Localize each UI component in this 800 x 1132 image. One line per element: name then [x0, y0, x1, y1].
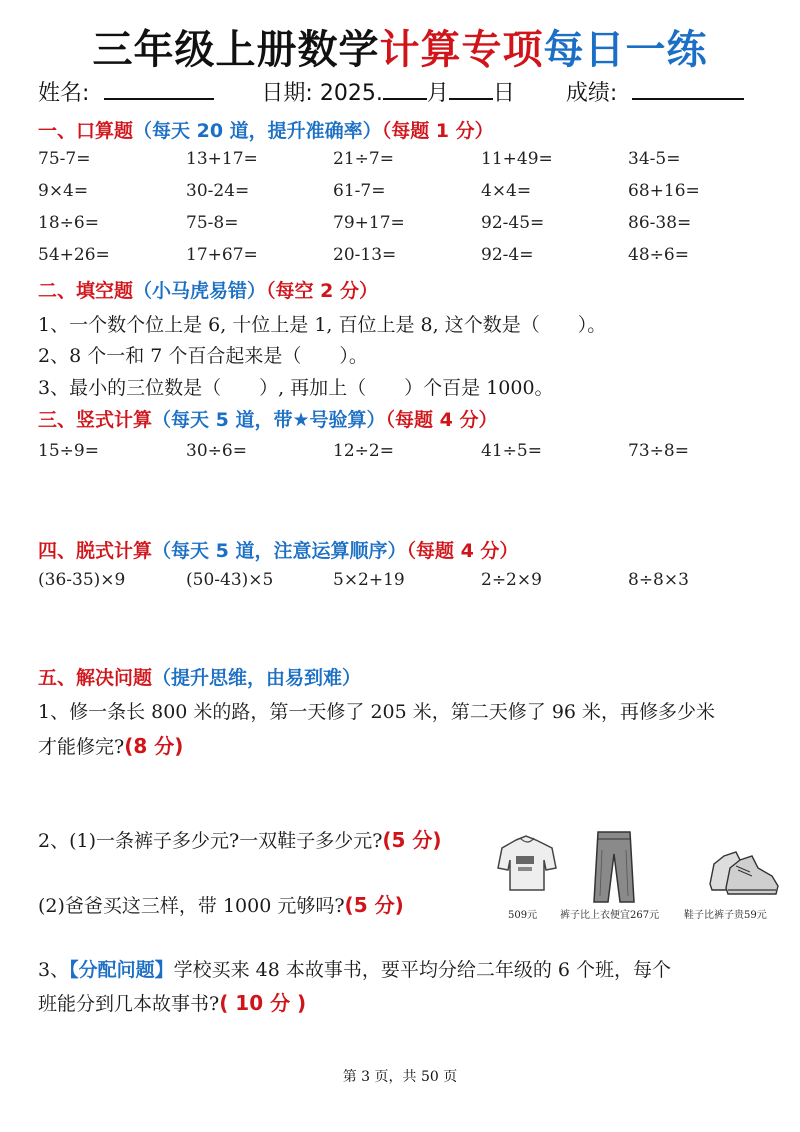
oral-calc-row — [0, 213, 800, 237]
oral-calc-item: 68+16= — [628, 181, 700, 201]
problem2-score-1: (5 分) — [382, 828, 442, 852]
title-part1: 三年级上册数学 — [92, 27, 380, 73]
section3-note: （每天 5 道，带★号验算） — [152, 409, 386, 431]
title-part3: 每日一练 — [543, 27, 708, 73]
month-blank[interactable] — [383, 78, 427, 100]
section4-num: 四、脱式计算 — [38, 540, 153, 562]
section1-heading — [38, 116, 494, 143]
section1-note: （每天 20 道，提升准确率） — [133, 120, 382, 142]
oral-calc-item: 21÷7= — [333, 149, 394, 169]
problem3-score: ( 10 分 ) — [219, 991, 307, 1015]
vertical-calc-item: 73÷8= — [628, 441, 689, 461]
section2-note: （小马虎易错） — [133, 280, 267, 302]
problem1-line1: 1、修一条长 800 米的路，第一天修了 205 米，第二天修了 96 米，再修多少米 — [38, 701, 716, 723]
step-calc-item: (36-35)×9 — [38, 570, 126, 590]
problem2-line1 — [38, 824, 442, 853]
section5-num: 五、解决问题 — [38, 667, 153, 689]
pants-icon — [588, 830, 640, 904]
oral-calc-item: 92-4= — [481, 245, 534, 265]
oral-calc-item: 79+17= — [333, 213, 405, 233]
page-title — [0, 18, 800, 75]
oral-calc-item: 86-38= — [628, 213, 692, 233]
oral-calc-item: 18÷6= — [38, 213, 99, 233]
section3-num: 三、竖式计算 — [38, 409, 153, 431]
step-calc-item: (50-43)×5 — [186, 570, 274, 590]
shirt-icon — [496, 834, 560, 894]
score-blank[interactable] — [632, 78, 744, 100]
section4-score: （每题 4 分） — [406, 540, 519, 562]
shoes-price-caption: 鞋子比裤子贵59元 — [684, 910, 767, 921]
section2-score: （每空 2 分） — [266, 280, 378, 302]
oral-calc-item: 13+17= — [186, 149, 258, 169]
problem3-text: 学校买来 48 本故事书，要平均分给二年级的 6 个班，每个 — [173, 959, 672, 981]
fill-blank-item-1: 1、一个数个位上是 6, 十位上是 1, 百位上是 8, 这个数是（ ）。 — [38, 314, 607, 336]
problem3-tag: 【分配问题】 — [69, 959, 174, 981]
section2-heading — [38, 276, 378, 303]
day-blank[interactable] — [449, 78, 493, 100]
oral-calc-item: 48÷6= — [628, 245, 689, 265]
vertical-calc-item: 12÷2= — [333, 441, 394, 461]
section4-heading — [38, 536, 518, 563]
oral-calc-item: 30-24= — [186, 181, 250, 201]
section5-heading — [38, 663, 361, 690]
oral-calc-item: 17+67= — [186, 245, 258, 265]
oral-calc-row — [0, 181, 800, 205]
date-label: 日期: 2025. — [261, 81, 383, 106]
section2-num: 二、填空题 — [38, 280, 134, 302]
problem1-score: (8 分) — [124, 734, 184, 758]
step-calc-item: 8÷8×3 — [628, 570, 689, 590]
vertical-calc-item: 41÷5= — [481, 441, 542, 461]
problem1-line2 — [38, 730, 183, 759]
problem2-text: 2、(1)一条裤子多少元?一双鞋子多少元? — [38, 830, 383, 852]
oral-calc-item: 20-13= — [333, 245, 397, 265]
shirt-price-caption: 509元 — [508, 910, 538, 921]
problem3-num: 3、 — [38, 959, 70, 981]
problem2-score-2: (5 分) — [344, 893, 404, 917]
title-part2: 计算专项 — [379, 27, 544, 73]
oral-calc-row — [0, 149, 800, 173]
month-label: 月 — [426, 81, 449, 106]
problem2-line2 — [38, 889, 404, 918]
problem1-text: 才能修完? — [38, 736, 125, 758]
step-calc-item: 2÷2×9 — [481, 570, 542, 590]
oral-calc-item: 9×4= — [38, 181, 89, 201]
oral-calc-item: 75-7= — [38, 149, 91, 169]
vertical-calc-item: 15÷9= — [38, 441, 99, 461]
oral-calc-item: 61-7= — [333, 181, 386, 201]
section3-score: （每题 4 分） — [385, 409, 498, 431]
fill-blank-item-3: 3、最小的三位数是（ ）, 再加上（ ）个百是 1000。 — [38, 377, 554, 399]
problem3-line1 — [38, 955, 671, 982]
section5-note: （提升思维，由易到难） — [152, 667, 362, 689]
problem2-text-2: (2)爸爸买这三样，带 1000 元够吗? — [38, 895, 345, 917]
name-label: 姓名: — [38, 81, 90, 106]
oral-calc-item: 75-8= — [186, 213, 239, 233]
oral-calc-item: 34-5= — [628, 149, 681, 169]
problem3-text-2: 班能分到几本故事书? — [38, 993, 220, 1015]
sneakers-icon — [706, 842, 782, 898]
problem3-line2 — [38, 987, 306, 1016]
oral-calc-item: 11+49= — [481, 149, 553, 169]
section1-num: 一、口算题 — [38, 120, 134, 142]
oral-calc-item: 4×4= — [481, 181, 532, 201]
section1-score: （每题 1 分） — [381, 120, 494, 142]
step-calc-row — [0, 570, 800, 594]
pants-price-caption: 裤子比上衣便宜267元 — [560, 910, 660, 921]
section3-heading — [38, 405, 497, 432]
oral-calc-row — [0, 245, 800, 269]
vertical-calc-item: 30÷6= — [186, 441, 247, 461]
vertical-calc-row — [0, 441, 800, 465]
section4-note: （每天 5 道，注意运算顺序） — [152, 540, 407, 562]
day-label: 日 — [492, 81, 515, 106]
oral-calc-item: 92-45= — [481, 213, 545, 233]
fill-blank-item-2: 2、8 个一和 7 个百合起来是（ ）。 — [38, 345, 368, 367]
score-label: 成绩: — [565, 81, 618, 106]
name-blank[interactable] — [104, 78, 214, 100]
step-calc-item: 5×2+19 — [333, 570, 405, 590]
page-footer: 第 3 页，共 50 页 — [342, 1069, 458, 1085]
info-line — [38, 76, 744, 107]
oral-calc-item: 54+26= — [38, 245, 110, 265]
